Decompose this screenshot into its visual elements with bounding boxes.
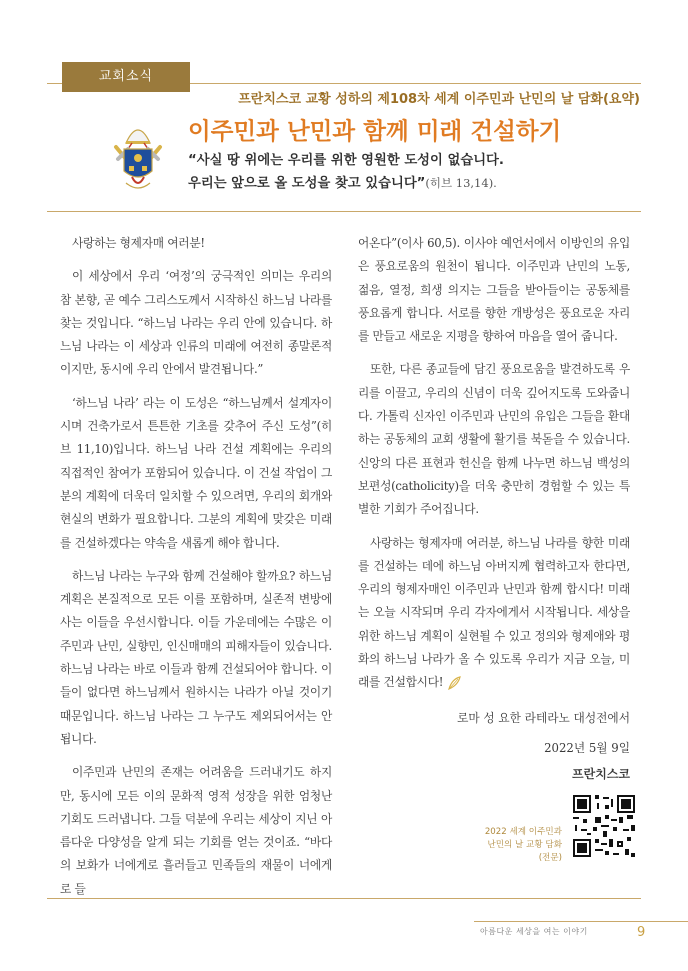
footer-rule (474, 921, 688, 922)
section-tag: 교회소식 (62, 62, 190, 92)
paragraph: 또한, 다른 종교들에 담긴 풍요로움을 발견하도록 우리를 이끌고, 우리의 신념이 더욱 깊어지도록 도와줍니다. 가톨릭 신자인 이주민과 난민의 유입은 그들을 환대하는 공동체의 교회 생활에 활기를 북돋을 수 있습니다. 신앙의 다른 표현과 헌신을 함께 나누면 하느님 백성의 보편성(catholicity)을 더욱 충만히 경험할 수 있는 특별한 기회가 주어집니다. (358, 362, 630, 517)
signature-date: 2022년 5월 9일 (544, 741, 630, 755)
header-bottom-rule (47, 211, 641, 212)
magazine-name: 아름다운 세상을 여는 이야기 (480, 927, 588, 936)
signature-name: 프란치스코 (572, 767, 630, 781)
right-column (358, 232, 630, 705)
paragraph: 하느님 나라는 누구와 함께 건설해야 할까요? 하느님 계획은 본질적으로 모든 이를 포함하며, 실존적 변방에 사는 이들을 우선시합니다. 이들 가운데에는 수많은 이주민과 난민, 실향민, 인신매매의 피해자들이 있습니다. 하느님 나라는 바로 이들과 함께 건설되어야 합니다. 이들이 없다면 하느님께서 원하시는 나라가 아닐 것이기 때문입니다. 하느님 나라는 그 누구도 제외되어서는 안 됩니다. (60, 568, 332, 746)
quote-reference: (히브 13,14). (425, 176, 497, 190)
paragraph: ‘하느님 나라’ 라는 이 도성은 “하느님께서 설계자이시며 건축가로서 튼튼한 기초를 갖추어 주신 도성”(히브 11,10)입니다. 하느님 나라 건설 계획에는 우리의 직접적인 참여가 포함되어 있습니다. 이 건설 작업이 그분의 계획에 더욱더 일치할 수 있으려면, 우리의 회개와 현실의 변화가 필요합니다. 그분의 계획에 맞갖은 미래를 건설하겠다는 약속을 새롭게 해야 합니다. (60, 395, 332, 550)
quote-line-1: “사실 땅 위에는 우리를 위한 영원한 도성이 없습니다. (188, 153, 504, 168)
leaf-ornament-icon (447, 676, 461, 690)
article-title: 이주민과 난민과 함께 미래 건설하기 (188, 117, 562, 145)
content-bottom-rule (47, 898, 641, 899)
paragraph: 이 세상에서 우리 ‘여정’의 궁극적인 의미는 우리의 참 본향, 곧 예수 그리스도께서 시작하신 하느님 나라를 찾는 것입니다. “하느님 나라는 우리 안에 있습니다. 하느님 나라는 이 세상과 인류의 미래에 여전히 종말론적이지만, 동시에 우리 안에서 발견됩니다.” (60, 269, 332, 377)
signature-place: 로마 성 요한 라테라노 대성전에서 (457, 711, 630, 725)
page-number: 9 (637, 925, 646, 940)
qr-code-icon[interactable] (571, 793, 637, 859)
paragraph: 이주민과 난민의 존재는 어려움을 드러내기도 하지만, 동시에 모든 이의 문화적 영적 성장을 위한 엄청난 기회도 드러냅니다. 그들 덕분에 우리는 세상이 지닌 아름다운 다양성을 알게 되는 기회를 얻는 것이죠. “바다의 보화가 너에게로 흘러들고 민족들의 재물이 너에게로 들 (60, 765, 332, 896)
quote-line-2 (188, 172, 504, 195)
paragraph-text: 사랑하는 형제자매 여러분, 하느님 나라를 향한 미래를 건설하는 데에 하느님 아버지께 협력하고자 한다면, 우리의 형제자매인 이주민과 난민과 함께 합시다! 미래는 오늘 시작되며 우리 각자에게서 시작됩니다. 세상을 위한 하느님 계획이 실현될 수 있고 정의와 형제애와 평화의 하느님 나라가 올 수 있도록 우리가 지금 오늘, 미래를 건설합시다! (358, 535, 630, 690)
quote-line-2-text: 우리는 앞으로 올 도성을 찾고 있습니다” (188, 176, 426, 191)
article-subtitle: 프란치스코 교황 성하의 제108차 세계 이주민과 난민의 날 담화(요약) (238, 92, 640, 107)
paragraph: 사랑하는 형제자매 여러분! (72, 236, 205, 250)
qr-caption-line: 난민의 날 교황 담화 (487, 840, 562, 850)
qr-caption-line: (전문) (538, 853, 562, 863)
scripture-quote (188, 150, 504, 195)
qr-caption (466, 826, 562, 865)
paragraph (358, 532, 630, 695)
left-column (60, 232, 332, 911)
qr-caption-line: 2022 세계 이주민과 (484, 827, 562, 837)
papal-coat-of-arms-icon (102, 113, 174, 193)
paragraph: 어온다”(이사 60,5). 이사야 예언서에서 이방인의 유입은 풍요로움의 원천이 됩니다. 이주민과 난민의 노동, 젊음, 열정, 희생 의지는 그들을 받아들이는 공동체를 풍요롭게 합니다. 서로를 향한 개방성은 풍요로운 자리를 만들고 새로운 지평을 향하여 마음을 열어 줍니다. (358, 236, 630, 344)
